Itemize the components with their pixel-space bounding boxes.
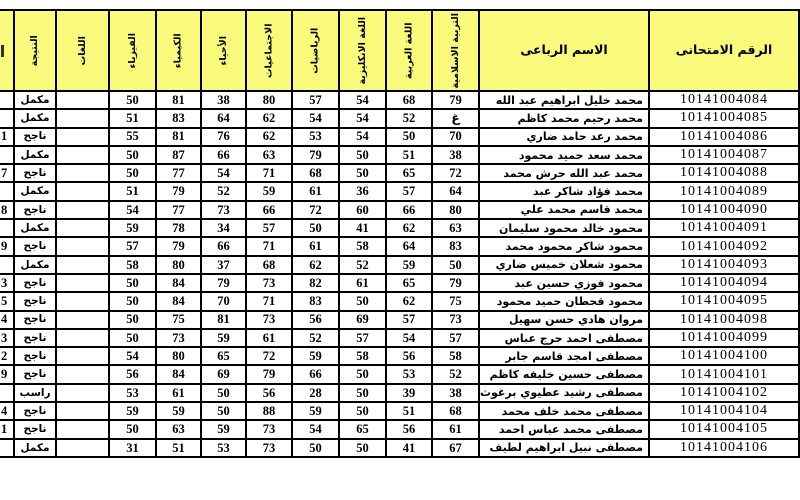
cell-islamic-row-4: 38 [433, 147, 480, 165]
cell-english-row-3: 54 [340, 129, 387, 147]
header-chemistry [157, 11, 202, 92]
cell-social-row-8: 57 [247, 220, 293, 238]
cell-physics-row-7: 54 [110, 202, 157, 220]
cell-physics-row-11: 50 [110, 275, 157, 293]
cell-social-row-4: 63 [247, 147, 293, 165]
cell-cut-row-4 [0, 147, 15, 165]
cell-biology-row-15: 65 [202, 348, 247, 366]
cell-result-row-19: ناجح [15, 421, 57, 439]
cell-exam_number-row-15: 10141004100 [650, 348, 798, 366]
header-english [340, 11, 387, 92]
cell-islamic-row-18: 68 [433, 403, 480, 421]
cell-biology-row-11: 79 [202, 275, 247, 293]
cell-physics-row-4: 50 [110, 147, 157, 165]
cell-languages-row-15 [57, 348, 110, 366]
cell-languages-row-1 [57, 92, 110, 110]
cell-cut-row-8 [0, 220, 15, 238]
cell-cut-row-19: 1 [0, 421, 15, 439]
cell-islamic-row-7: 80 [433, 202, 480, 220]
header-label-english: اللغة الانكليزية [356, 16, 368, 85]
cell-english-row-6: 36 [340, 183, 387, 201]
cell-social-row-7: 66 [247, 202, 293, 220]
cell-languages-row-14 [57, 330, 110, 348]
cell-math-row-9: 61 [293, 238, 340, 256]
cell-physics-row-12: 50 [110, 293, 157, 311]
cell-physics-row-1: 50 [110, 92, 157, 110]
cell-cut-row-13: 4 [0, 312, 15, 330]
cell-islamic-row-6: 64 [433, 183, 480, 201]
cell-islamic-row-14: 57 [433, 330, 480, 348]
cell-name-row-20: مصطفى نبيل ابراهيم لطيف [480, 440, 650, 458]
cell-physics-row-5: 50 [110, 165, 157, 183]
cell-cut-row-10 [0, 257, 15, 275]
cell-exam_number-row-9: 10141004092 [650, 238, 798, 256]
cell-result-row-20: مكمل [15, 440, 57, 458]
cell-physics-row-6: 51 [110, 183, 157, 201]
cell-math-row-19: 54 [293, 421, 340, 439]
cell-cut-row-3: 1 [0, 129, 15, 147]
cell-cut-row-6 [0, 183, 15, 201]
cell-languages-row-5 [57, 165, 110, 183]
cell-english-row-20: 50 [340, 440, 387, 458]
cell-physics-row-20: 31 [110, 440, 157, 458]
cell-exam_number-row-2: 10141004085 [650, 110, 798, 128]
cell-physics-row-13: 50 [110, 312, 157, 330]
cell-chemistry-row-20: 51 [157, 440, 202, 458]
cell-name-row-9: محمود شاكر محمود محمد [480, 238, 650, 256]
cell-physics-row-8: 59 [110, 220, 157, 238]
cell-biology-row-18: 50 [202, 403, 247, 421]
cell-result-row-7: ناجح [15, 202, 57, 220]
cell-math-row-3: 53 [293, 129, 340, 147]
cell-exam_number-row-8: 10141004091 [650, 220, 798, 238]
cell-islamic-row-20: 67 [433, 440, 480, 458]
cell-math-row-20: 50 [293, 440, 340, 458]
cell-physics-row-10: 58 [110, 257, 157, 275]
cell-arabic-row-10: 59 [387, 257, 433, 275]
header-label-math: الرياضيات [309, 27, 321, 74]
cell-name-row-11: محمود فوزي حسين عبد [480, 275, 650, 293]
header-label-islamic: التربية الاسلامية [449, 12, 461, 89]
cell-name-row-16: مصطفى حسين خليفه كاظم [480, 366, 650, 384]
cell-biology-row-4: 66 [202, 147, 247, 165]
cell-languages-row-3 [57, 129, 110, 147]
cell-cut-row-2 [0, 110, 15, 128]
cell-biology-row-20: 53 [202, 440, 247, 458]
cell-arabic-row-6: 57 [387, 183, 433, 201]
cell-islamic-row-12: 75 [433, 293, 480, 311]
cell-arabic-row-11: 65 [387, 275, 433, 293]
cell-islamic-row-19: 61 [433, 421, 480, 439]
cell-languages-row-19 [57, 421, 110, 439]
cell-biology-row-19: 59 [202, 421, 247, 439]
cell-social-row-15: 72 [247, 348, 293, 366]
cell-social-row-6: 59 [247, 183, 293, 201]
cell-exam_number-row-5: 10141004088 [650, 165, 798, 183]
cell-result-row-3: ناجح [15, 129, 57, 147]
cell-physics-row-19: 50 [110, 421, 157, 439]
cell-name-row-5: محمد عبد الله حرش محمد [480, 165, 650, 183]
cell-cut-row-17 [0, 385, 15, 403]
cell-physics-row-18: 59 [110, 403, 157, 421]
cell-cut-row-11: 3 [0, 275, 15, 293]
cell-social-row-17: 56 [247, 385, 293, 403]
cell-result-row-2: مكمل [15, 110, 57, 128]
cell-cut-row-20 [0, 440, 15, 458]
cell-result-row-5: ناجح [15, 165, 57, 183]
cell-english-row-16: 50 [340, 366, 387, 384]
cell-chemistry-row-5: 77 [157, 165, 202, 183]
header-label-arabic: اللغة العربية [403, 22, 415, 79]
cell-languages-row-20 [57, 440, 110, 458]
header-social [247, 11, 293, 92]
cell-exam_number-row-3: 10141004086 [650, 129, 798, 147]
cell-english-row-9: 58 [340, 238, 387, 256]
cell-exam_number-row-4: 10141004087 [650, 147, 798, 165]
cell-physics-row-15: 54 [110, 348, 157, 366]
cell-cut-row-1 [0, 92, 15, 110]
cell-physics-row-16: 56 [110, 366, 157, 384]
cell-math-row-1: 57 [293, 92, 340, 110]
cell-chemistry-row-13: 75 [157, 312, 202, 330]
cell-name-row-15: مصطفى امجد قاسم جابر [480, 348, 650, 366]
cell-exam_number-row-20: 10141004106 [650, 440, 798, 458]
cell-chemistry-row-18: 59 [157, 403, 202, 421]
header-math [293, 11, 340, 92]
cell-languages-row-18 [57, 403, 110, 421]
cell-islamic-row-2: غ [433, 110, 480, 128]
cell-biology-row-2: 64 [202, 110, 247, 128]
header-exam_number [650, 11, 798, 92]
cell-english-row-12: 50 [340, 293, 387, 311]
cell-arabic-row-19: 56 [387, 421, 433, 439]
cell-math-row-16: 66 [293, 366, 340, 384]
cell-social-row-16: 79 [247, 366, 293, 384]
cell-math-row-17: 28 [293, 385, 340, 403]
cell-languages-row-6 [57, 183, 110, 201]
cell-name-row-7: محمد قاسم محمد علي [480, 202, 650, 220]
cell-arabic-row-17: 39 [387, 385, 433, 403]
cell-chemistry-row-11: 84 [157, 275, 202, 293]
cell-arabic-row-12: 62 [387, 293, 433, 311]
cell-social-row-9: 71 [247, 238, 293, 256]
cell-biology-row-10: 37 [202, 257, 247, 275]
cell-biology-row-9: 66 [202, 238, 247, 256]
cell-cut-row-15: 2 [0, 348, 15, 366]
cell-islamic-row-13: 73 [433, 312, 480, 330]
cell-exam_number-row-11: 10141004094 [650, 275, 798, 293]
header-label-social: الاجتماعيات [263, 23, 275, 78]
cell-arabic-row-1: 68 [387, 92, 433, 110]
cell-languages-row-9 [57, 238, 110, 256]
cell-math-row-12: 83 [293, 293, 340, 311]
cell-chemistry-row-8: 78 [157, 220, 202, 238]
cell-arabic-row-16: 53 [387, 366, 433, 384]
cell-name-row-10: محمود شعلان خميس ضاري [480, 257, 650, 275]
cell-chemistry-row-16: 84 [157, 366, 202, 384]
cell-islamic-row-9: 83 [433, 238, 480, 256]
cell-english-row-19: 65 [340, 421, 387, 439]
cell-social-row-18: 88 [247, 403, 293, 421]
cell-name-row-18: مصطفى محمد خلف محمد [480, 403, 650, 421]
cell-biology-row-3: 76 [202, 129, 247, 147]
cell-english-row-17: 50 [340, 385, 387, 403]
cell-cut-row-7: 8 [0, 202, 15, 220]
cell-english-row-13: 69 [340, 312, 387, 330]
cell-english-row-7: 60 [340, 202, 387, 220]
cell-math-row-11: 82 [293, 275, 340, 293]
cell-result-row-15: ناجح [15, 348, 57, 366]
cell-english-row-15: 58 [340, 348, 387, 366]
cell-english-row-14: 57 [340, 330, 387, 348]
cell-physics-row-14: 50 [110, 330, 157, 348]
cell-social-row-20: 73 [247, 440, 293, 458]
cell-exam_number-row-14: 10141004099 [650, 330, 798, 348]
header-label-exam_number: الرقم الامتحانى [675, 42, 773, 58]
cell-english-row-1: 54 [340, 92, 387, 110]
cell-biology-row-16: 69 [202, 366, 247, 384]
cell-result-row-1: مكمل [15, 92, 57, 110]
cell-english-row-8: 41 [340, 220, 387, 238]
cell-result-row-13: ناجح [15, 312, 57, 330]
cell-islamic-row-3: 70 [433, 129, 480, 147]
cell-exam_number-row-18: 10141004104 [650, 403, 798, 421]
cell-name-row-17: مصطفى رشيد عطيوي برغوث [480, 385, 650, 403]
cell-arabic-row-4: 51 [387, 147, 433, 165]
cell-name-row-14: مصطفى احمد حرج عباس [480, 330, 650, 348]
cell-name-row-4: محمد سعد حميد محمود [480, 147, 650, 165]
cell-biology-row-8: 34 [202, 220, 247, 238]
header-cutoff-column [0, 11, 15, 92]
cell-social-row-12: 71 [247, 293, 293, 311]
cell-languages-row-17 [57, 385, 110, 403]
cell-result-row-14: ناجح [15, 330, 57, 348]
cell-chemistry-row-19: 63 [157, 421, 202, 439]
cell-math-row-10: 62 [293, 257, 340, 275]
cell-cut-row-18: 4 [0, 403, 15, 421]
cell-english-row-10: 52 [340, 257, 387, 275]
cell-chemistry-row-4: 87 [157, 147, 202, 165]
cell-islamic-row-16: 52 [433, 366, 480, 384]
header-label-languages: اللغات [76, 35, 88, 66]
cell-chemistry-row-17: 61 [157, 385, 202, 403]
header-label-name: الاسم الرباعى [520, 42, 608, 58]
cell-languages-row-12 [57, 293, 110, 311]
cell-physics-row-2: 51 [110, 110, 157, 128]
cell-social-row-14: 61 [247, 330, 293, 348]
header-label-physics: الفيزياء [126, 32, 138, 69]
cell-social-row-5: 71 [247, 165, 293, 183]
cell-name-row-8: محمود خالد محمود سليمان [480, 220, 650, 238]
cell-result-row-18: ناجح [15, 403, 57, 421]
cell-islamic-row-15: 58 [433, 348, 480, 366]
cell-name-row-1: محمد خليل ابراهيم عبد الله [480, 92, 650, 110]
cell-cut-row-12: 5 [0, 293, 15, 311]
cell-name-row-2: محمد رحيم محمد كاظم [480, 110, 650, 128]
cell-arabic-row-14: 54 [387, 330, 433, 348]
cell-cut-row-14: 3 [0, 330, 15, 348]
cell-exam_number-row-19: 10141004105 [650, 421, 798, 439]
cell-name-row-19: مصطفى محمد عباس احمد [480, 421, 650, 439]
cell-english-row-4: 50 [340, 147, 387, 165]
cell-arabic-row-9: 64 [387, 238, 433, 256]
cell-result-row-4: مكمل [15, 147, 57, 165]
cell-chemistry-row-10: 80 [157, 257, 202, 275]
cell-name-row-12: محمود قحطان حميد محمود [480, 293, 650, 311]
cell-arabic-row-7: 66 [387, 202, 433, 220]
cell-result-row-12: ناجح [15, 293, 57, 311]
cell-islamic-row-10: 50 [433, 257, 480, 275]
cell-islamic-row-5: 72 [433, 165, 480, 183]
cell-chemistry-row-1: 81 [157, 92, 202, 110]
cell-math-row-6: 61 [293, 183, 340, 201]
cell-cut-row-5: 7 [0, 165, 15, 183]
cell-biology-row-12: 70 [202, 293, 247, 311]
cell-chemistry-row-7: 77 [157, 202, 202, 220]
cell-islamic-row-11: 79 [433, 275, 480, 293]
header-physics [110, 11, 157, 92]
cell-cut-row-9: 9 [0, 238, 15, 256]
cell-chemistry-row-2: 83 [157, 110, 202, 128]
cell-biology-row-1: 38 [202, 92, 247, 110]
cell-biology-row-5: 54 [202, 165, 247, 183]
cell-math-row-13: 56 [293, 312, 340, 330]
cell-social-row-11: 73 [247, 275, 293, 293]
cell-english-row-2: 54 [340, 110, 387, 128]
cell-math-row-4: 79 [293, 147, 340, 165]
cell-result-row-6: مكمل [15, 183, 57, 201]
cell-chemistry-row-6: 79 [157, 183, 202, 201]
cell-biology-row-13: 81 [202, 312, 247, 330]
cell-result-row-8: مكمل [15, 220, 57, 238]
cell-languages-row-13 [57, 312, 110, 330]
cell-chemistry-row-12: 84 [157, 293, 202, 311]
cell-physics-row-9: 57 [110, 238, 157, 256]
cell-social-row-19: 73 [247, 421, 293, 439]
cell-exam_number-row-7: 10141004090 [650, 202, 798, 220]
cell-exam_number-row-16: 10141004101 [650, 366, 798, 384]
cell-result-row-16: ناجح [15, 366, 57, 384]
cell-name-row-13: مروان هادي حسن سهيل [480, 312, 650, 330]
cell-social-row-3: 62 [247, 129, 293, 147]
cell-exam_number-row-1: 10141004084 [650, 92, 798, 110]
cell-cut-row-16: 9 [0, 366, 15, 384]
cell-physics-row-3: 55 [110, 129, 157, 147]
cell-languages-row-10 [57, 257, 110, 275]
cell-physics-row-17: 53 [110, 385, 157, 403]
cell-math-row-8: 50 [293, 220, 340, 238]
cell-chemistry-row-9: 79 [157, 238, 202, 256]
cell-result-row-17: راسب [15, 385, 57, 403]
cell-arabic-row-3: 50 [387, 129, 433, 147]
cell-exam_number-row-13: 10141004098 [650, 312, 798, 330]
cell-languages-row-11 [57, 275, 110, 293]
cell-languages-row-4 [57, 147, 110, 165]
cell-math-row-14: 52 [293, 330, 340, 348]
cell-islamic-row-1: 79 [433, 92, 480, 110]
header-islamic [433, 11, 480, 92]
cell-social-row-13: 73 [247, 312, 293, 330]
header-arabic [387, 11, 433, 92]
cell-social-row-10: 68 [247, 257, 293, 275]
cell-biology-row-6: 52 [202, 183, 247, 201]
cell-result-row-10: مكمل [15, 257, 57, 275]
cell-arabic-row-13: 57 [387, 312, 433, 330]
cell-biology-row-14: 59 [202, 330, 247, 348]
cell-math-row-7: 72 [293, 202, 340, 220]
cell-arabic-row-5: 65 [387, 165, 433, 183]
cell-languages-row-16 [57, 366, 110, 384]
cell-islamic-row-8: 63 [433, 220, 480, 238]
cell-english-row-18: 50 [340, 403, 387, 421]
cell-math-row-18: 59 [293, 403, 340, 421]
cell-biology-row-17: 50 [202, 385, 247, 403]
header-result [15, 11, 57, 92]
cell-arabic-row-8: 62 [387, 220, 433, 238]
header-label-result: النتيجة [29, 34, 41, 67]
cell-arabic-row-20: 41 [387, 440, 433, 458]
cell-english-row-5: 50 [340, 165, 387, 183]
header-label-chemistry: الكيمياء [172, 33, 184, 68]
cell-result-row-9: ناجح [15, 238, 57, 256]
cell-chemistry-row-15: 80 [157, 348, 202, 366]
cell-math-row-15: 59 [293, 348, 340, 366]
cell-exam_number-row-6: 10141004089 [650, 183, 798, 201]
cell-name-row-6: محمد فؤاد شاكر عبد [480, 183, 650, 201]
cell-math-row-5: 68 [293, 165, 340, 183]
cell-arabic-row-2: 52 [387, 110, 433, 128]
cell-arabic-row-18: 51 [387, 403, 433, 421]
cell-social-row-2: 62 [247, 110, 293, 128]
cell-biology-row-7: 73 [202, 202, 247, 220]
cell-chemistry-row-3: 81 [157, 129, 202, 147]
results-table [0, 9, 800, 458]
cell-math-row-2: 54 [293, 110, 340, 128]
cell-languages-row-7 [57, 202, 110, 220]
cell-islamic-row-17: 38 [433, 385, 480, 403]
cell-languages-row-8 [57, 220, 110, 238]
header-biology [202, 11, 247, 92]
header-label-biology: الأحياء [217, 35, 229, 66]
cell-arabic-row-15: 56 [387, 348, 433, 366]
cell-languages-row-2 [57, 110, 110, 128]
cell-exam_number-row-10: 10141004093 [650, 257, 798, 275]
cell-exam_number-row-12: 10141004095 [650, 293, 798, 311]
header-name [480, 11, 650, 92]
cell-exam_number-row-17: 10141004102 [650, 385, 798, 403]
cell-result-row-11: ناجح [15, 275, 57, 293]
cell-name-row-3: محمد رعد حامد ضاري [480, 129, 650, 147]
cell-chemistry-row-14: 73 [157, 330, 202, 348]
header-languages [57, 11, 110, 92]
cell-social-row-1: 80 [247, 92, 293, 110]
cell-english-row-11: 61 [340, 275, 387, 293]
